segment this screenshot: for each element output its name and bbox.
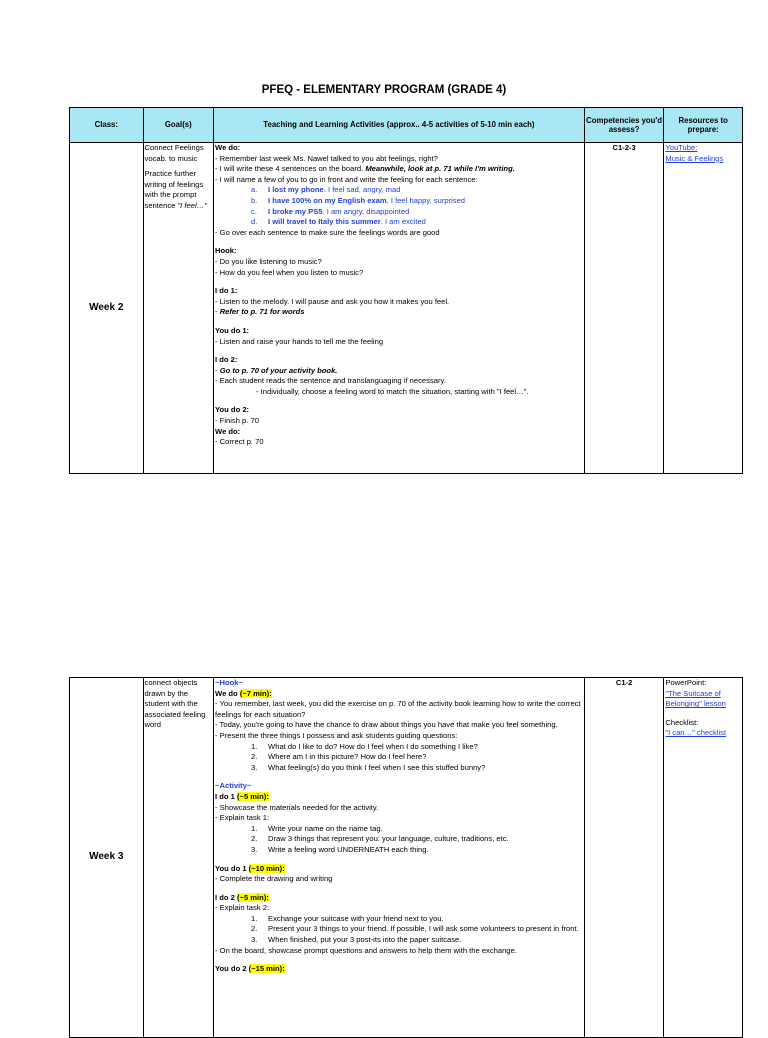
- activity-line: - On the board, showcase prompt questions and answers to help them with the exchange.: [215, 945, 517, 955]
- header-goals: Goal(s): [143, 108, 214, 143]
- lesson-plan-table-week3: [69, 677, 743, 1038]
- goal-text: Connect Feelings vocab. to music: [144, 143, 204, 163]
- activity-line: - Correct p. 70: [215, 437, 264, 447]
- list-item: 1. Write your name on the name tag.: [251, 823, 383, 833]
- activity-line: - Each student reads the sentence and translanguaging if necessary.: [215, 376, 446, 386]
- activity-line: - I will name a few of you to go in front and write the feeling for each sentence:: [215, 174, 478, 184]
- week-label: Week 2: [70, 143, 144, 474]
- activities-cell: [214, 678, 585, 1038]
- resource-label[interactable]: YouTube:: [665, 143, 698, 152]
- activity-line: - I will write these 4 sentences on the board. Meanwhile, look at p. 71 while I'm writing.: [215, 164, 515, 174]
- activity-line: - Do you like listening to music?: [215, 256, 322, 266]
- list-item: 3. Write a feeling word UNDERNEATH each thing.: [251, 844, 429, 854]
- activity-line: - Finish p. 70: [215, 416, 259, 426]
- activity-line: - Complete the drawing and writing: [215, 874, 333, 884]
- header-activities: Teaching and Learning Activities (approx.. 4-5 activities of 5-10 min each): [214, 108, 585, 143]
- resources-cell: [664, 678, 743, 1038]
- section-heading: I do 1 (~5 min):: [215, 791, 269, 801]
- section-heading: We do:: [215, 143, 241, 152]
- page-title: PFEQ - ELEMENTARY PROGRAM (GRADE 4): [261, 84, 507, 96]
- list-item: d. I will travel to Italy this summer. I am excited: [251, 217, 426, 227]
- section-heading: You do 1 (~10 min):: [215, 863, 285, 873]
- section-heading: I do 2 (~5 min):: [215, 892, 269, 902]
- activity-line: - Present the three things I possess and ask students guiding questions:: [215, 730, 458, 740]
- table-row-week3: [70, 678, 743, 1038]
- list-item: 2. Draw 3 things that represent you: your language, culture, traditions, etc.: [251, 834, 509, 844]
- activity-line: - How do you feel when you listen to music?: [215, 267, 364, 277]
- section-heading: You do 2 (~15 min):: [215, 964, 285, 974]
- lesson-plan-table-week2: [69, 107, 743, 474]
- activity-line: - Go over each sentence to make sure the feelings words are good: [215, 227, 440, 237]
- week-label: Week 3: [70, 678, 144, 1038]
- section-heading: Hook:: [215, 246, 237, 256]
- activity-line: - Explain task 1:: [215, 813, 270, 823]
- goals-cell: [143, 143, 214, 474]
- competency-cell: C1-2-3: [584, 143, 664, 474]
- section-heading: ~Hook~: [215, 678, 243, 687]
- activity-line: - Explain task 2:: [215, 903, 270, 913]
- table-row-week2: [70, 143, 743, 474]
- goal-text: connect objects drawn by the student with the associated feeling word: [144, 678, 206, 730]
- list-item: 3. What feeling(s) do you think I feel when I see this stuffed bunny?: [251, 762, 486, 772]
- resource-label: PowerPoint:: [665, 678, 707, 687]
- header-class: Class:: [70, 108, 144, 143]
- section-heading: I do 2:: [215, 355, 238, 365]
- list-item: 1. Exchange your suitcase with your friend next to you.: [251, 913, 444, 923]
- table-header-row: [70, 108, 743, 143]
- section-heading: You do 2:: [215, 405, 250, 415]
- section-heading: We do (~7 min):: [215, 688, 272, 698]
- resource-link[interactable]: Music & Feelings: [665, 153, 724, 163]
- activities-cell: [214, 143, 585, 474]
- list-item: 2. Present your 3 things to your friend. If possible, I will ask some volunteers to present in front.: [251, 924, 579, 934]
- activity-line: - Showcase the materials needed for the activity.: [215, 802, 379, 812]
- goals-cell: [143, 678, 214, 1038]
- resource-link[interactable]: "I can…" checklist: [665, 728, 727, 738]
- activity-line: - Individually, choose a feeling word to match the situation, starting with "I feel…".: [256, 386, 529, 396]
- resource-label: Checklist:: [665, 717, 699, 727]
- section-heading: ~Activity~: [215, 781, 252, 791]
- competency-cell: C1-2: [584, 678, 664, 1038]
- list-item: b. I have 100% on my English exam. I feel happy, surprised: [251, 195, 466, 205]
- section-heading: We do:: [215, 426, 241, 436]
- list-item: c. I broke my PS5. I am angry, disappointed: [251, 206, 410, 216]
- resource-link[interactable]: "The Suitcase of Belonging" lesson: [665, 688, 726, 709]
- list-item: a. I lost my phone. I feel sad, angry, mad: [251, 185, 401, 195]
- activity-line: - Go to p. 70 of your activity book.: [215, 365, 338, 375]
- header-resources: Resources to prepare:: [664, 108, 743, 143]
- activity-line: - Refer to p. 71 for words: [215, 307, 305, 317]
- list-item: 2. Where am I in this picture? How do I feel here?: [251, 752, 427, 762]
- activity-line: - Listen and raise your hands to tell me the feeling: [215, 336, 384, 346]
- resources-cell: [664, 143, 743, 474]
- goal-text: Practice further writing of feelings with the prompt sentence: [144, 169, 204, 210]
- activity-line: - You remember, last week, you did the exercise on p. 70 of the activity book learning how to write the correct feelings for each situation?: [215, 699, 581, 719]
- list-item: 3. When finished, put your 3 post-its into the paper suitcase.: [251, 935, 462, 945]
- section-heading: I do 1:: [215, 286, 238, 296]
- header-competencies: Competencies you'd assess?: [584, 108, 664, 143]
- activity-line: - Today, you're going to have the chance to draw about things you have that make you feel something.: [215, 720, 558, 730]
- section-heading: You do 1:: [215, 325, 250, 335]
- activity-line: - Listen to the melody. I will pause and ask you how it makes you feel.: [215, 296, 450, 306]
- list-item: 1. What do I like to do? How do I feel when I do something I like?: [251, 741, 478, 751]
- activity-line: - Remember last week Ms. Nawel talked to you abt feelings, right?: [215, 153, 438, 163]
- goal-prompt: "I feel…": [177, 200, 207, 210]
